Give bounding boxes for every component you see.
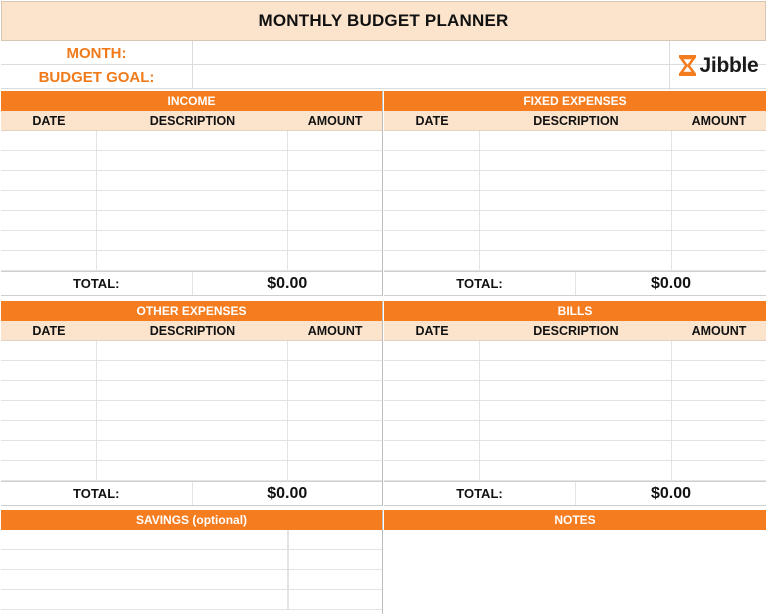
table-cell[interactable]	[288, 151, 382, 170]
table-cell[interactable]	[384, 361, 480, 380]
budget-goal-label: BUDGET GOAL:	[1, 65, 193, 89]
table-cell[interactable]	[384, 191, 480, 210]
notes-header: NOTES	[384, 510, 766, 530]
table-row[interactable]	[384, 421, 766, 441]
other-expenses-column-headers	[1, 321, 382, 341]
table-row[interactable]	[384, 151, 766, 171]
table-row[interactable]	[384, 381, 766, 401]
table-row[interactable]	[1, 570, 382, 590]
table-cell[interactable]	[97, 251, 289, 270]
table-cell[interactable]	[97, 401, 289, 420]
table-row[interactable]	[1, 461, 382, 481]
table-cell[interactable]	[672, 461, 766, 480]
table-cell[interactable]	[1, 231, 97, 250]
bills-total-label: TOTAL:	[384, 482, 576, 505]
other-expenses-section	[1, 301, 383, 506]
table-row[interactable]	[384, 211, 766, 231]
table-cell[interactable]	[288, 251, 382, 270]
table-cell[interactable]	[480, 231, 672, 250]
other-expenses-rows	[1, 341, 382, 481]
bills-total-row	[384, 481, 766, 506]
table-row[interactable]	[384, 191, 766, 211]
amount-column-header: AMOUNT	[691, 113, 747, 128]
table-cell[interactable]	[1, 341, 97, 360]
table-cell[interactable]	[1, 421, 97, 440]
bills-total-value: $0.00	[650, 484, 692, 502]
table-cell[interactable]	[97, 191, 289, 210]
bills-header: BILLS	[384, 301, 766, 321]
budget-goal-row	[1, 65, 766, 89]
table-cell[interactable]	[97, 361, 289, 380]
table-cell[interactable]	[672, 191, 766, 210]
other-expenses-total-row	[1, 481, 382, 506]
table-cell[interactable]	[288, 231, 382, 250]
other-expenses-total-value: $0.00	[267, 484, 308, 502]
table-cell[interactable]	[288, 550, 382, 569]
table-cell[interactable]	[672, 231, 766, 250]
table-cell[interactable]	[97, 441, 289, 460]
table-cell[interactable]	[1, 530, 288, 549]
table-cell[interactable]	[672, 171, 766, 190]
table-cell[interactable]	[672, 361, 766, 380]
table-cell[interactable]	[672, 401, 766, 420]
table-cell[interactable]	[288, 211, 382, 230]
table-cell[interactable]	[384, 231, 480, 250]
table-cell[interactable]	[97, 171, 289, 190]
table-cell[interactable]	[1, 550, 288, 569]
table-row[interactable]	[1, 191, 382, 211]
bills-section	[384, 301, 766, 506]
income-total-value: $0.00	[267, 274, 308, 292]
table-cell[interactable]	[1, 211, 97, 230]
table-cell[interactable]	[288, 341, 382, 360]
table-row[interactable]	[1, 361, 382, 381]
other-expenses-total-label: TOTAL:	[1, 482, 193, 505]
savings-section	[1, 510, 383, 614]
table-cell[interactable]	[1, 151, 97, 170]
table-cell[interactable]	[480, 171, 672, 190]
table-row[interactable]	[1, 441, 382, 461]
table-cell[interactable]	[1, 171, 97, 190]
fixed-expenses-total-value: $0.00	[650, 274, 692, 292]
table-cell[interactable]	[288, 441, 382, 460]
page-title: MONTHLY BUDGET PLANNER	[1, 1, 766, 41]
table-cell[interactable]	[97, 211, 289, 230]
table-cell[interactable]	[384, 211, 480, 230]
table-cell[interactable]	[480, 191, 672, 210]
fixed-expenses-section	[384, 91, 766, 296]
description-column-header: DESCRIPTION	[149, 323, 236, 338]
table-cell[interactable]	[1, 131, 97, 150]
bills-rows	[384, 341, 766, 481]
table-row[interactable]	[384, 171, 766, 191]
table-row[interactable]	[384, 231, 766, 251]
table-cell[interactable]	[480, 251, 672, 270]
bills-column-headers	[384, 321, 766, 341]
hourglass-icon	[678, 55, 697, 76]
table-row[interactable]	[1, 590, 382, 610]
table-cell[interactable]	[288, 131, 382, 150]
table-cell[interactable]	[384, 381, 480, 400]
table-cell[interactable]	[1, 570, 288, 589]
table-cell[interactable]	[1, 381, 97, 400]
table-cell[interactable]	[480, 361, 672, 380]
table-row[interactable]	[1, 530, 382, 550]
table-cell[interactable]	[480, 381, 672, 400]
table-cell[interactable]	[480, 441, 672, 460]
table-cell[interactable]	[672, 421, 766, 440]
date-column-header: DATE	[32, 113, 66, 128]
table-row[interactable]	[1, 211, 382, 231]
table-cell[interactable]	[288, 361, 382, 380]
description-column-header: DESCRIPTION	[533, 113, 619, 128]
table-row[interactable]	[1, 231, 382, 251]
table-cell[interactable]	[288, 401, 382, 420]
table-row[interactable]	[1, 131, 382, 151]
income-column-headers	[1, 111, 382, 131]
table-cell[interactable]	[480, 131, 672, 150]
table-cell[interactable]	[384, 131, 480, 150]
table-cell[interactable]	[480, 401, 672, 420]
logo-text: Jibble	[699, 53, 759, 77]
table-cell[interactable]	[672, 341, 766, 360]
amount-column-header: AMOUNT	[307, 113, 363, 128]
table-cell[interactable]	[384, 251, 480, 270]
table-cell[interactable]	[1, 461, 97, 480]
notes-section	[384, 510, 766, 614]
fixed-expenses-total-row	[384, 271, 766, 296]
month-row	[1, 41, 766, 65]
income-section	[1, 91, 383, 296]
table-cell[interactable]	[1, 191, 97, 210]
table-cell[interactable]	[672, 131, 766, 150]
month-label: MONTH:	[1, 41, 193, 65]
table-cell[interactable]	[672, 151, 766, 170]
table-row[interactable]	[1, 341, 382, 361]
table-row[interactable]	[1, 251, 382, 271]
table-row[interactable]	[1, 151, 382, 171]
table-cell[interactable]	[384, 171, 480, 190]
amount-column-header: AMOUNT	[307, 323, 363, 338]
table-row[interactable]	[384, 341, 766, 361]
date-column-header: DATE	[415, 113, 449, 128]
table-cell[interactable]	[1, 441, 97, 460]
savings-rows	[1, 530, 382, 610]
table-cell[interactable]	[288, 590, 382, 609]
date-column-header: DATE	[32, 323, 66, 338]
notes-area[interactable]	[384, 530, 766, 616]
table-cell[interactable]	[288, 570, 382, 589]
table-cell[interactable]	[480, 211, 672, 230]
table-cell[interactable]	[1, 401, 97, 420]
fixed-expenses-column-headers	[384, 111, 766, 131]
table-row[interactable]	[384, 401, 766, 421]
table-row[interactable]	[384, 361, 766, 381]
table-cell[interactable]	[288, 530, 382, 549]
table-cell[interactable]	[672, 251, 766, 270]
table-row[interactable]	[1, 171, 382, 191]
table-row[interactable]	[1, 550, 382, 570]
table-row[interactable]	[384, 251, 766, 271]
table-cell[interactable]	[384, 461, 480, 480]
description-column-header: DESCRIPTION	[149, 113, 236, 128]
table-cell[interactable]	[384, 401, 480, 420]
other-expenses-header: OTHER EXPENSES	[1, 301, 382, 321]
fixed-expenses-rows	[384, 131, 766, 271]
table-cell[interactable]	[288, 421, 382, 440]
description-column-header: DESCRIPTION	[533, 323, 619, 338]
table-cell[interactable]	[1, 251, 97, 270]
table-cell[interactable]	[97, 151, 289, 170]
table-cell[interactable]	[1, 361, 97, 380]
jibble-logo	[678, 54, 759, 78]
table-row[interactable]	[384, 441, 766, 461]
table-cell[interactable]	[97, 341, 289, 360]
table-cell[interactable]	[672, 211, 766, 230]
table-cell[interactable]	[480, 421, 672, 440]
fixed-expenses-header: FIXED EXPENSES	[384, 91, 766, 111]
amount-column-header: AMOUNT	[691, 323, 747, 338]
income-total-row	[1, 271, 382, 296]
table-cell[interactable]	[672, 381, 766, 400]
table-cell[interactable]	[97, 381, 289, 400]
income-rows	[1, 131, 382, 271]
income-header: INCOME	[1, 91, 382, 111]
table-cell[interactable]	[672, 441, 766, 460]
logo-cell	[669, 41, 766, 90]
table-cell[interactable]	[480, 151, 672, 170]
table-cell[interactable]	[384, 441, 480, 460]
table-cell[interactable]	[384, 421, 480, 440]
table-cell[interactable]	[288, 461, 382, 480]
table-cell[interactable]	[288, 191, 382, 210]
table-row[interactable]	[384, 131, 766, 151]
table-row[interactable]	[1, 401, 382, 421]
fixed-expenses-total-label: TOTAL:	[384, 272, 576, 295]
table-row[interactable]	[1, 421, 382, 441]
table-cell[interactable]	[1, 590, 288, 609]
savings-header: SAVINGS (optional)	[1, 510, 382, 530]
table-row[interactable]	[1, 381, 382, 401]
table-cell[interactable]	[97, 231, 289, 250]
income-total-label: TOTAL:	[1, 272, 193, 295]
date-column-header: DATE	[415, 323, 449, 338]
table-row[interactable]	[384, 461, 766, 481]
table-cell[interactable]	[97, 421, 289, 440]
table-cell[interactable]	[288, 381, 382, 400]
table-cell[interactable]	[288, 171, 382, 190]
table-cell[interactable]	[97, 131, 289, 150]
table-cell[interactable]	[384, 151, 480, 170]
table-cell[interactable]	[480, 461, 672, 480]
table-cell[interactable]	[97, 461, 289, 480]
table-cell[interactable]	[384, 341, 480, 360]
table-cell[interactable]	[480, 341, 672, 360]
